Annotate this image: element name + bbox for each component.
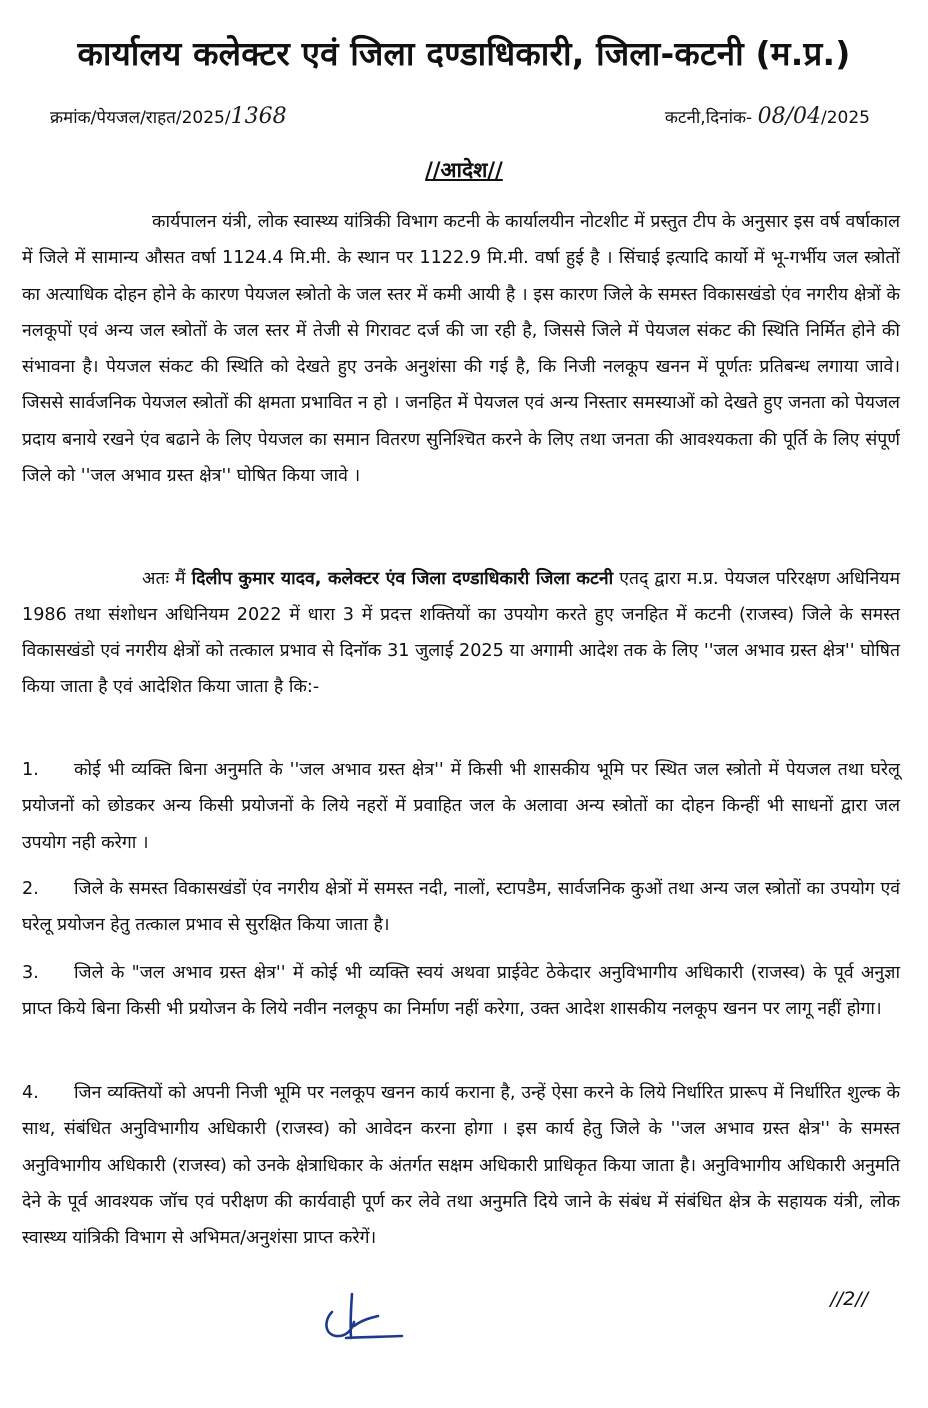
reference-number-prefix: क्रमांक/पेयजल/राहत/2025/ (50, 108, 231, 128)
date-day-handwritten: 08 (757, 104, 786, 129)
order-item-1 (22, 752, 900, 861)
order-item-2 (22, 871, 900, 944)
reference-date (665, 104, 870, 129)
collector-name: दिलीप कुमार यादव, कलेक्टर एंव जिला दण्डाधिकारी जिला कटनी (191, 569, 614, 589)
reference-number (50, 104, 287, 129)
declaration-paragraph (22, 561, 900, 705)
reference-number-handwritten: 1368 (230, 104, 287, 129)
item-text: जिन व्यक्तियों को अपनी निजी भूमि पर नलकूप खनन कार्य कराना है, उन्हें ऐसा करने के लिये निर्धारित प्रारूप में निर्धारित शुल्क के साथ, संबंधित अनुविभागीय अधिकारी (राजस्व) को आवेदन करना होगा । इस कार्य हेतु जिले के ''जल अभाव ग्रस्त क्षेत्र'' के समस्त अनुविभागीय अधिकारी (राजस्व) को उनके क्षेत्राधिकार के अंतर्गत सक्षम अधिकारी प्राधिकृत किया जाता है। अनुविभागीय अधिकारी अनुमति देने के पूर्व आवश्यक जॉच एवं परीक्षण की कार्यवाही पूर्ण कर लेवे तथा अनुमति दिये जाने के संबंध में संबंधित क्षेत्र के सहायक यंत्री, लोक स्वास्थ्य यांत्रिकी विभाग से अभिमत/अनुशंसा प्राप्त करेगें। (22, 1083, 900, 1249)
order-item-3 (22, 955, 900, 1028)
signature (318, 1290, 408, 1350)
declaration-lead: अतः मैं (142, 569, 192, 589)
date-separator: / (785, 104, 793, 129)
date-suffix: /2025 (821, 108, 870, 128)
item-number: 3. (22, 963, 39, 983)
order-item-4 (22, 1075, 900, 1256)
preamble-paragraph: कार्यपालन यंत्री, लोक स्वास्थ्य यांत्रिकी विभाग कटनी के कार्यालयीन नोटशीट में प्रस्तुत टीप के अनुसार इस वर्ष वर्षाकाल में जिले में सामान्य औसत वर्षा 1124.4 मि.मी. के स्थान पर 1122.9 मि.मी. वर्षा हुई है । सिंचाई इत्यादि कार्यो में भू-गर्भीय जल स्त्रोतों का अत्याधिक दोहन होने के कारण पेयजल स्त्रोतो के जल स्तर में कमी आयी है । इस कारण जिले के समस्त विकासखंडो एंव नगरीय क्षेत्रों के नलकूपों एवं अन्य जल स्त्रोतों के जल स्तर में तेजी से गिरावट दर्ज की जा रही है, जिससे जिले में पेयजल संकट की स्थिति निर्मित होने की संभावना है। पेयजल संकट की स्थिति को देखते हुए उनके अनुशंसा की गई है, कि निजी नलकूप खनन में पूर्णतः प्रतिबन्ध लगाया जावे। जिससे सार्वजनिक पेयजल स्त्रोतों की क्षमता प्रभावित न हो । जनहित में पेयजल एवं अन्य निस्तार समस्याओं को देखते हुए जनता को पेयजल प्रदाय बनाये रखने एंव बढाने के लिए पेयजल का समान वितरण सुनिश्चित करने के लिए तथा जनता की आवश्यकता की पूर्ति के लिए संपूर्ण जिले को ''जल अभाव ग्रस्त क्षेत्र'' घोषित किया जावे । (22, 212, 900, 487)
date-prefix: कटनी,दिनांक- (664, 108, 753, 128)
item-text: जिले के "जल अभाव ग्रस्त क्षेत्र'' में कोई भी व्यक्ति स्वयं अथवा प्राईवेट ठेकेदार अनुविभागीय अधिकारी (राजस्व) के पूर्व अनुज्ञा प्राप्त किये बिना किसी भी प्रयोजन के लिये नवीन नलकूप का निर्माण नहीं करेगा, उक्त आदेश शासकीय नलकूप खनन पर लागू नहीं होगा। (22, 963, 900, 1020)
order-heading: //आदेश// (425, 158, 503, 182)
item-number: 4. (22, 1083, 39, 1103)
date-month-handwritten: 04 (793, 104, 821, 129)
office-title: कार्यालय कलेक्टर एवं जिला दण्डाधिकारी, जिला-कटनी (म.प्र.) (77, 34, 851, 73)
item-number: 2. (22, 879, 39, 899)
declaration-rest: एतद् द्वारा म.प्र. पेयजल परिरक्षण अधिनियम 1986 तथा संशोधन अधिनियम 2022 में धारा 3 में प्रदत्त शक्तियों का उपयोग करते हुए जनहित में कटनी (राजस्व) जिले के समस्त विकासखंडो एवं नगरीय क्षेत्रों को तत्काल प्रभाव से दिनॉक 31 जुलाई 2025 या अगामी आदेश तक के लिए ''जल अभाव ग्रस्त क्षेत्र'' घोषित किया जाता है एवं आदेशित किया जाता है कि:- (22, 569, 900, 697)
page-continuation-marker: //2// (830, 1288, 868, 1310)
item-text: कोई भी व्यक्ति बिना अनुमति के ''जल अभाव ग्रस्त क्षेत्र'' में किसी भी शासकीय भूमि पर स्थित जल स्त्रोतो में पेयजल तथा घरेलू प्रयोजनों को छोडकर अन्य किसी प्रयोजनों के लिये नहरों में प्रवाहित जल के अलावा अन्य स्त्रोतों का दोहन किन्हीं भी साधनों द्वारा जल उपयोग नही करेगा । (22, 760, 900, 853)
item-text: जिले के समस्त विकासखंडों एंव नगरीय क्षेत्रों में समस्त नदी, नालों, स्टापडैम, सार्वजनिक कुओं तथा अन्य जल स्त्रोतों का उपयोग एवं घरेलू प्रयोजन हेतु तत्काल प्रभाव से सुरक्षित किया जाता है। (22, 879, 900, 936)
item-number: 1. (22, 760, 39, 780)
